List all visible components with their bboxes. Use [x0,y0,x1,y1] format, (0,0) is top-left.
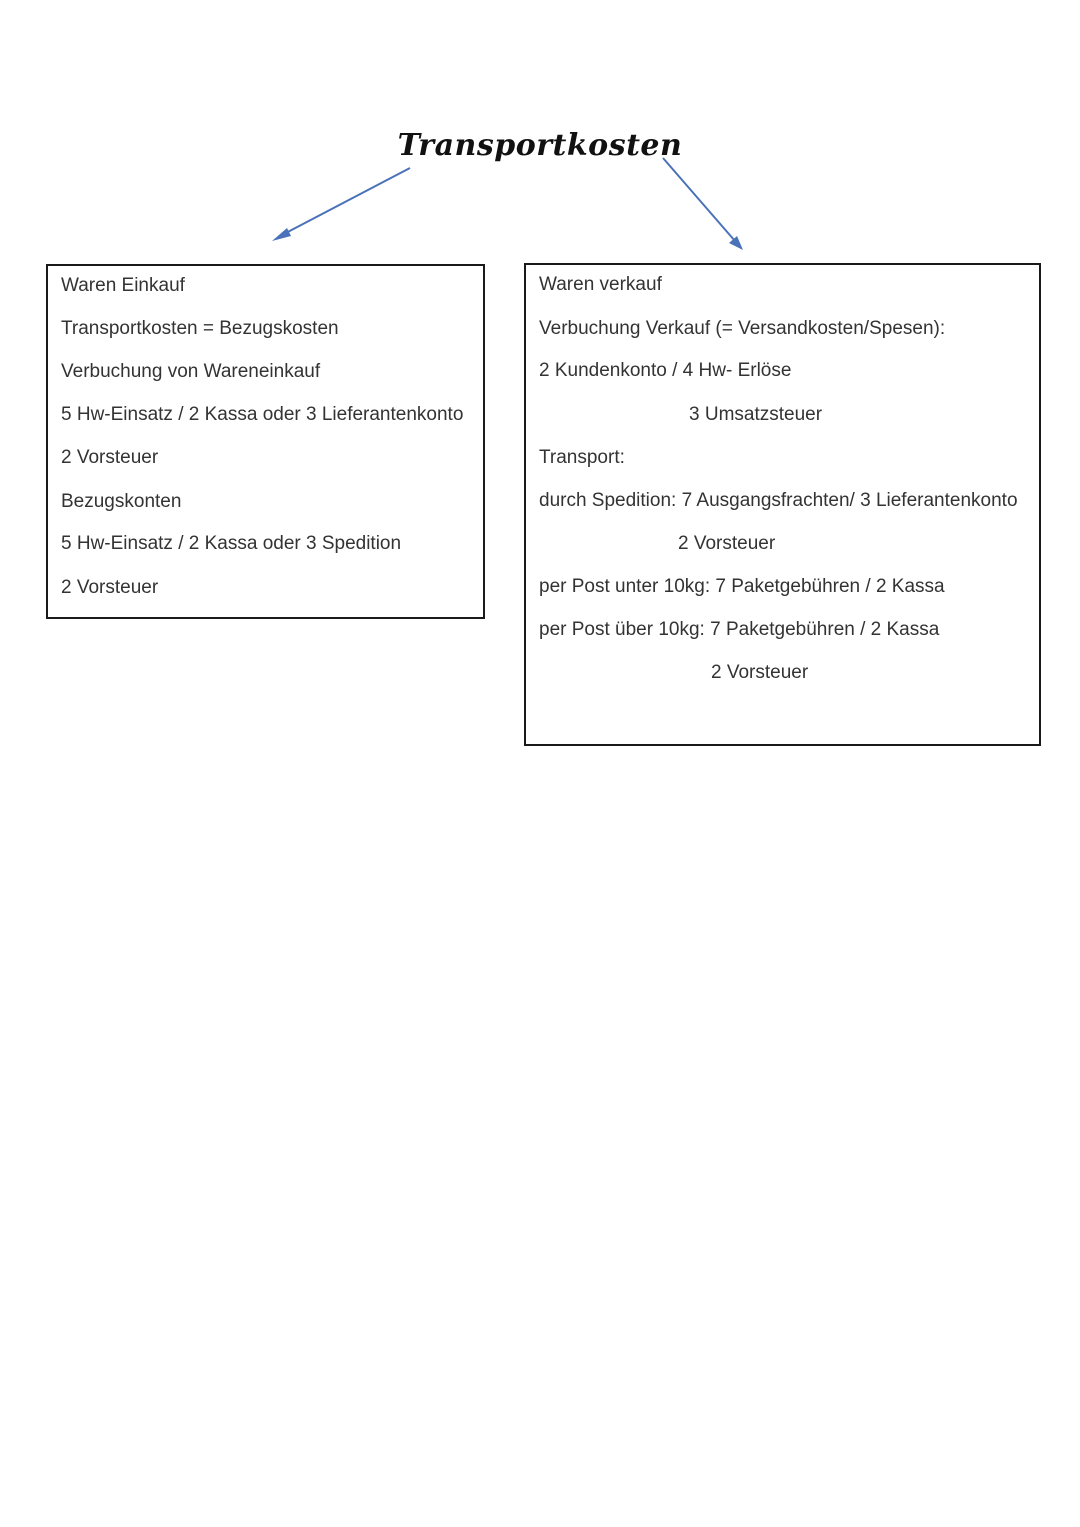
left-line: 5 Hw-Einsatz / 2 Kassa oder 3 Lieferantenkonto [61,404,464,425]
page-title: Transportkosten [397,128,683,163]
right-line: Transport: [539,447,625,468]
flow-arrows [0,0,1080,300]
right-line-heading: Waren verkauf [539,274,662,295]
left-line: Bezugskonten [61,491,182,512]
right-line: durch Spedition: 7 Ausgangsfrachten/ 3 Lieferantenkonto [539,490,1018,511]
left-line: 5 Hw-Einsatz / 2 Kassa oder 3 Spedition [61,533,402,554]
left-line: 2 Vorsteuer [61,577,159,598]
arrow-left [272,168,410,241]
right-line-indented: 2 Vorsteuer [678,533,776,554]
right-line: Verbuchung Verkauf (= Versandkosten/Spesen): [539,318,946,339]
right-line: per Post über 10kg: 7 Paketgebühren / 2 Kassa [539,619,940,640]
right-line-indented: 2 Vorsteuer [711,662,809,683]
left-line: 2 Vorsteuer [61,447,159,468]
arrow-right [663,158,743,250]
left-line-heading: Waren Einkauf [61,275,185,296]
right-line-indented: 3 Umsatzsteuer [689,404,823,425]
left-line: Transportkosten = Bezugskosten [61,318,339,339]
right-line: per Post unter 10kg: 7 Paketgebühren / 2 Kassa [539,576,945,597]
right-line: 2 Kundenkonto / 4 Hw- Erlöse [539,360,792,381]
left-line: Verbuchung von Wareneinkauf [61,361,321,382]
